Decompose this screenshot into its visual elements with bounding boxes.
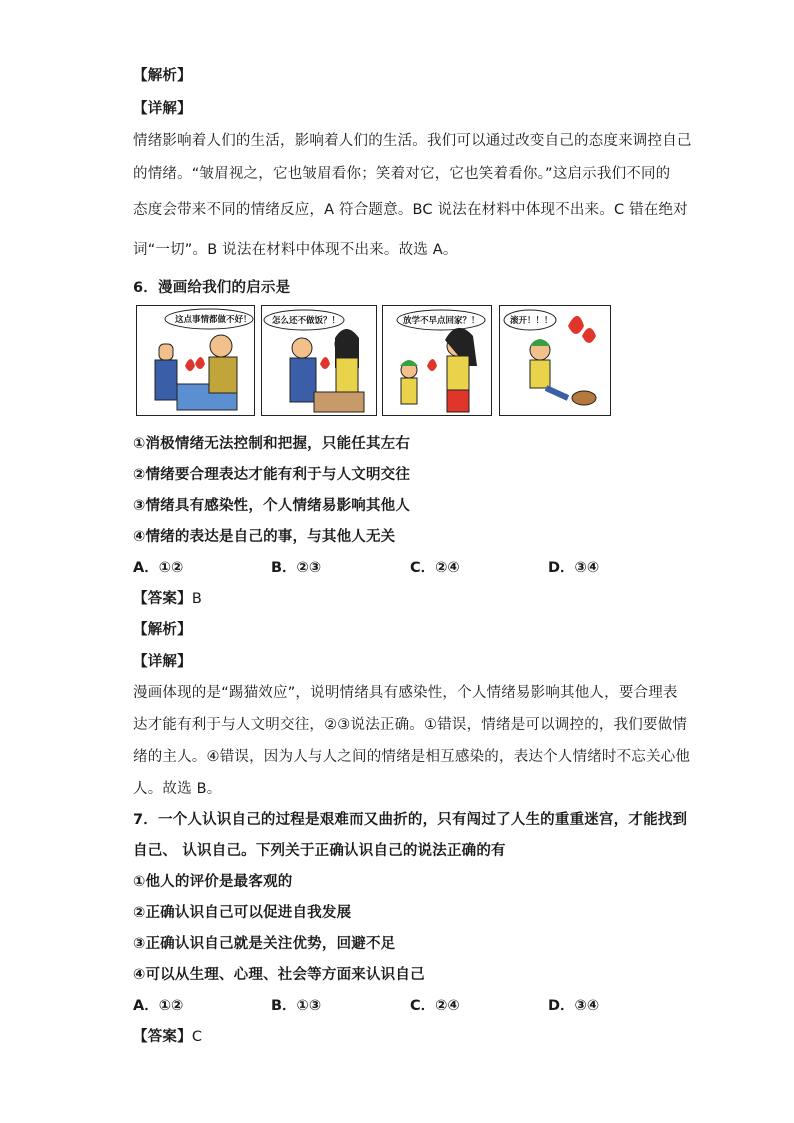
q7-title-line-1: 7．一个人认识自己的过程是艰难而又曲折的，只有闯过了人生的重重迷宫，才能找到 xyxy=(133,812,688,828)
q6-item-3: ③情绪具有感染性，个人情绪易影响其他人 xyxy=(133,498,411,514)
svg-text:滚开！！！: 滚开！！！ xyxy=(510,316,553,326)
q6-item-2: ②情绪要合理表达才能有利于与人文明交往 xyxy=(133,467,411,483)
q6-answer-label: 【答案】 xyxy=(133,591,192,607)
q6-explain-line-3: 绪的主人。④错误，因为人与人之间的情绪是相互感染的，表达个人情绪时不忘关心他 xyxy=(133,749,691,765)
q7-answer-value: C xyxy=(191,1029,203,1045)
q7-item-4: ④可以从生理、心理、社会等方面来认识自己 xyxy=(133,967,425,983)
q6-answer xyxy=(133,587,202,608)
q7-item-2: ②正确认识自己可以促进自我发展 xyxy=(133,905,352,921)
q6-explain-line-4: 人。故选 B。 xyxy=(133,781,222,797)
q5-explain-line-2: 的情绪。“皱眉视之，它也皱眉看你；笑着对它，它也笑着看你。”这启示我们不同的 xyxy=(133,166,671,182)
q7-answer-label: 【答案】 xyxy=(133,1029,192,1045)
svg-text:放学不早点回家？！: 放学不早点回家？！ xyxy=(403,316,480,326)
q6-xiangjie-label: 【详解】 xyxy=(133,654,192,670)
svg-text:这点事情都做不好！: 这点事情都做不好！ xyxy=(175,315,252,325)
q6-explain-line-1: 漫画体现的是“踢猫效应”，说明情绪具有感染性，个人情绪易影响其他人，要合理表 xyxy=(133,685,678,701)
q5-explain-line-4: 词“一切”。B 说法在材料中体现不出来。故选 A。 xyxy=(133,242,458,258)
q7-title-line-2: 自己、 认识自己。下列关于正确认识自己的说法正确的有 xyxy=(133,843,506,859)
q6-option-b: B．②③ xyxy=(271,560,322,576)
q7-option-c: C．②④ xyxy=(410,998,460,1014)
comic-panel-2 xyxy=(261,305,377,416)
svg-text:怎么还不做饭？！: 怎么还不做饭？！ xyxy=(272,316,341,326)
q6-explain-line-2: 达才能有利于与人文明交往，②③说法正确。①错误，情绪是可以调控的，我们要做情 xyxy=(133,717,688,733)
q7-answer xyxy=(133,1025,202,1046)
q6-answer-value: B xyxy=(191,591,202,607)
comic-illustration-2 xyxy=(262,306,377,416)
q6-item-1: ①消极情绪无法控制和把握，只能任其左右 xyxy=(133,436,411,452)
comic-illustration-4 xyxy=(500,306,611,416)
q6-jiexi-label: 【解析】 xyxy=(133,622,192,638)
comic-panel-3 xyxy=(382,305,492,416)
q5-jiexi-label: 【解析】 xyxy=(133,68,192,84)
q6-item-4: ④情绪的表达是自己的事，与其他人无关 xyxy=(133,529,396,545)
q6-option-c: C．②④ xyxy=(410,560,460,576)
q7-item-1: ①他人的评价是最客观的 xyxy=(133,874,293,890)
q6-option-a: A．①② xyxy=(133,560,184,576)
q7-option-d: D．③④ xyxy=(548,998,600,1014)
comic-illustration-3 xyxy=(383,306,492,416)
q6-option-d: D．③④ xyxy=(548,560,600,576)
q5-explain-line-1: 情绪影响着人们的生活，影响着人们的生活。我们可以通过改变自己的态度来调控自己 xyxy=(133,133,692,149)
q7-option-a: A．①② xyxy=(133,998,184,1014)
comic-panel-4 xyxy=(499,305,611,416)
q5-xiangjie-label: 【详解】 xyxy=(133,101,192,117)
comic-panel-1 xyxy=(136,305,255,416)
comic-illustration-1 xyxy=(137,306,255,416)
q7-option-b: B．①③ xyxy=(271,998,322,1014)
q5-explain-line-3: 态度会带来不同的情绪反应，A 符合题意。BC 说法在材料中体现不出来。C 错在绝对 xyxy=(133,202,688,218)
q6-title: 6．漫画给我们的启示是 xyxy=(133,280,291,296)
q7-item-3: ③正确认识自己就是关注优势，回避不足 xyxy=(133,936,396,952)
